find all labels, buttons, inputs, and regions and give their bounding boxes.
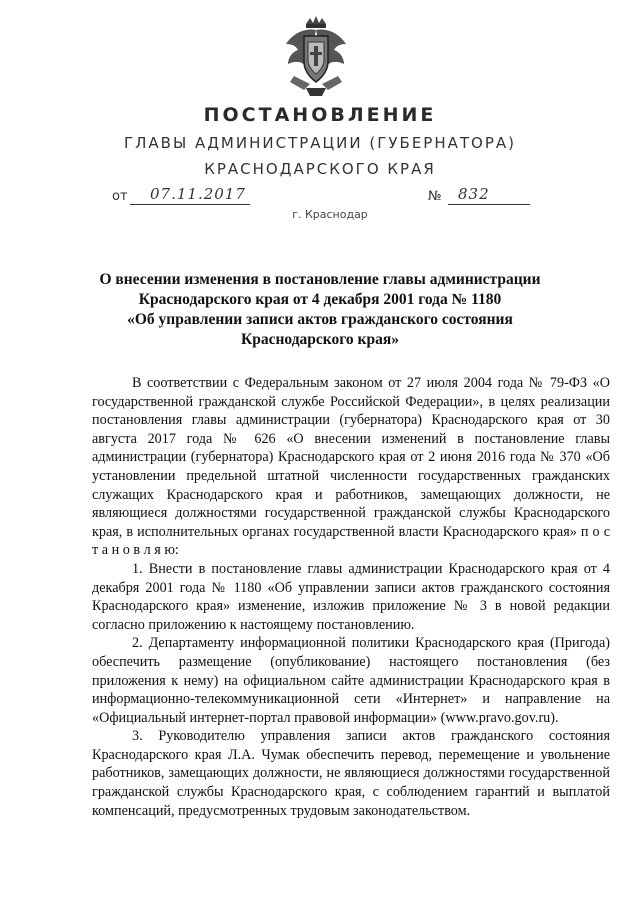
intro-paragraph: В соответствии с Федеральным законом от 27 июля 2004 года № 79-ФЗ «О государственной гражданской службе Российской Федерации», в целях реализации постановления главы администрации (губернатора) Краснодарского края от 30 августа 2017 года № 626 «О внесении изменений в постановление главы администрации (губернатора) Краснодарского края от 2 июня 2016 года № 370 «Об установлении предельной штатной численности государственных гражданских служащих Краснодарского края и работников, замещающих должности, не являющиеся должностями государственной гражданской службы Краснодарского края, в исполнительных органах государственной власти Краснодарского края» п о с т а н о в л я ю: [92,375,610,559]
clause-1: 1. Внести в постановление главы администрации Краснодарского края от 4 декабря 2001 года № 1180 «Об управлении записи актов гражданского состояния Краснодарского края» изменение, изложив приложение № 3 в новой редакции согласно приложению к настоящему постановлению. [92,560,610,633]
coat-of-arms-icon [280,14,352,98]
city-label: г. Краснодар [292,208,368,221]
document-type-title: ПОСТАНОВЛЕНИЕ [203,104,437,126]
subject-line: «Об управлении записи актов гражданского состояния [127,311,513,328]
subject-line: Краснодарского края от 4 декабря 2001 года № 1180 [138,291,502,308]
number-prefix: № [428,189,442,204]
clause-2: 2. Департаменту информационной политики Краснодарского края (Пригода) обеспечить размещение (опубликование) настоящего постановления (без приложения к нему) на официальном сайте администрации Краснодарского края в информационно-телекоммуникационной сети «Интернет» и направление на «Официальный интернет-портал правовой информации» (www.pravo.gov.ru). [92,635,610,726]
issuer-line-2: КРАСНОДАРСКОГО КРАЯ [204,160,436,178]
date-underline [130,204,250,205]
issuer-line-1: ГЛАВЫ АДМИНИСТРАЦИИ (ГУБЕРНАТОРА) [123,134,517,152]
document-number: 832 [458,185,490,203]
clause-3: 3. Руководителю управления записи актов гражданского состояния Краснодарского края Л.А. Чумак обеспечить перевод, перемещение и увольнение работников, замещающих должности, не являющиеся должностями государственной гражданской службы Краснодарского края, с соблюдением гарантий и выплатой компенсаций, предусмотренных трудовым законодательством. [92,728,610,819]
number-underline [448,204,530,205]
date-number-row [0,186,640,210]
date-prefix: от [112,189,128,204]
document-body [92,374,610,820]
subject-line: Краснодарского края» [240,331,399,348]
document-subject [60,270,580,350]
document-date: 07.11.2017 [150,185,246,203]
subject-line: О внесении изменения в постановление главы администрации [99,271,541,288]
